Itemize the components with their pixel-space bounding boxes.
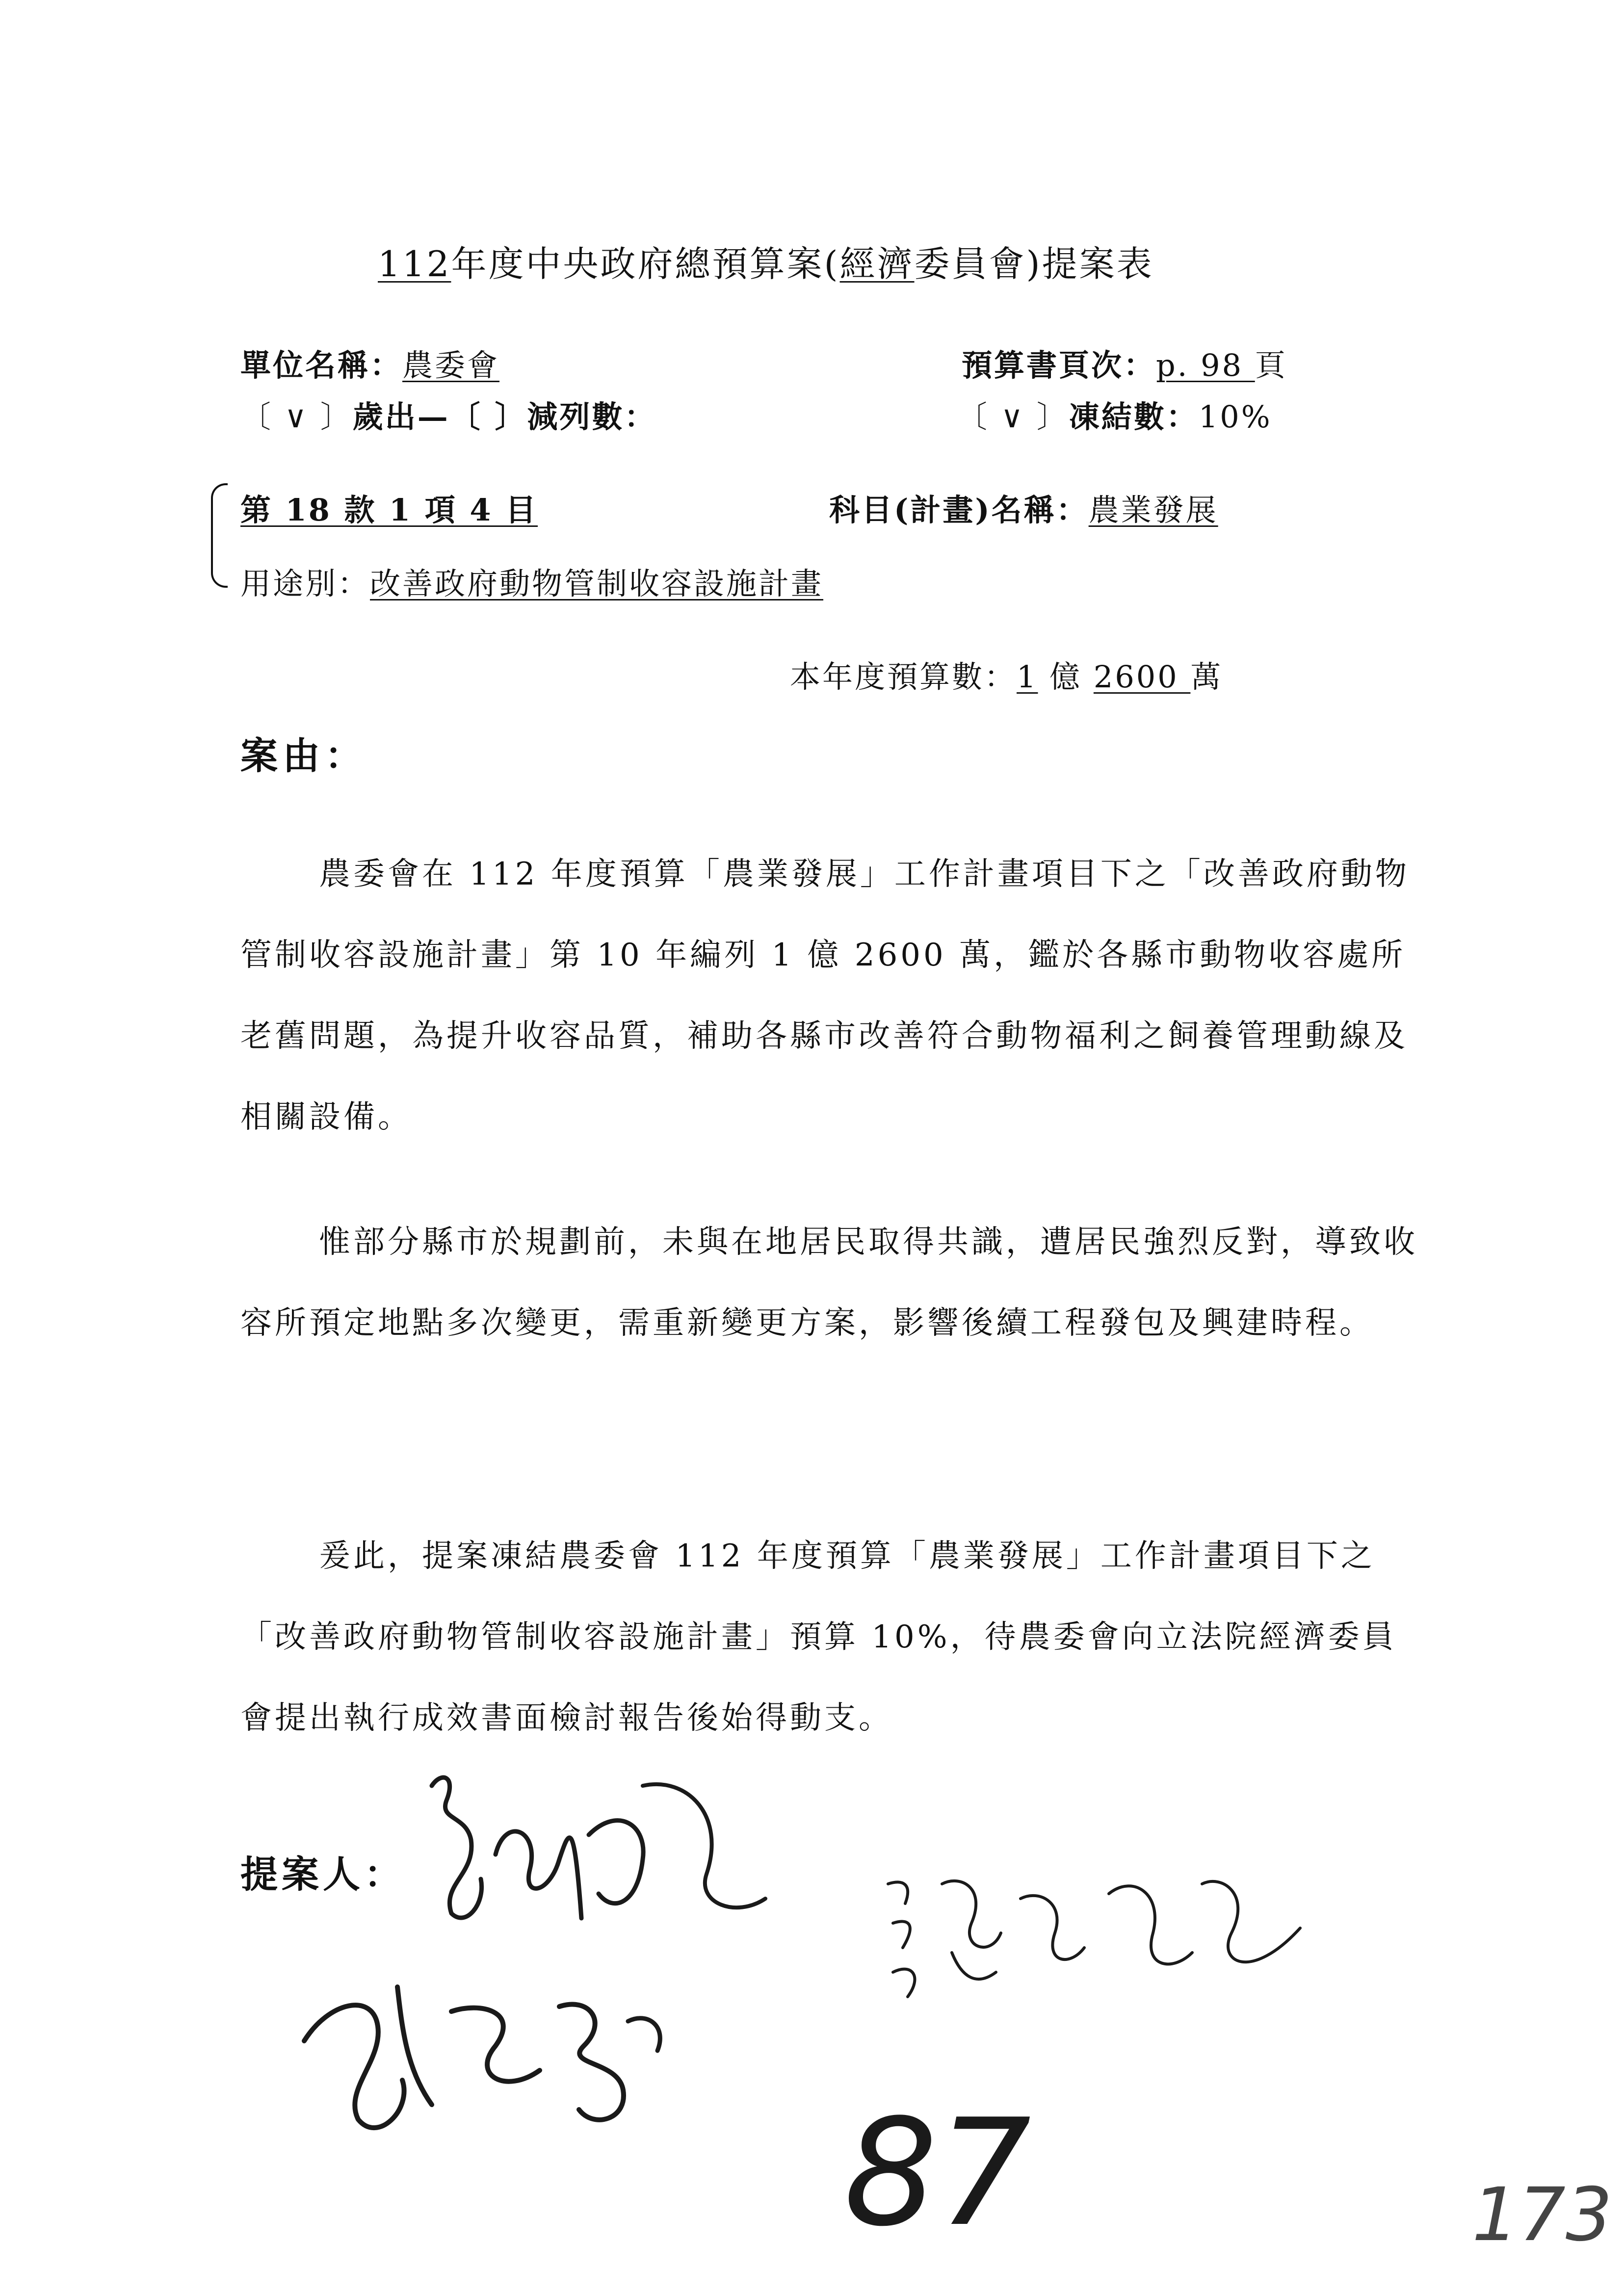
unit-name-value: 農委會: [402, 347, 500, 383]
title-committee: 經濟: [839, 243, 915, 285]
subject-label: 科目(計畫)名稱：: [829, 492, 1089, 528]
expense-checkbox: 〔 ∨ 〕: [240, 399, 353, 435]
budget-page-row: [962, 341, 1287, 385]
budget-yi-unit: 億: [1038, 659, 1094, 695]
freeze-label: 凍結數：: [1069, 399, 1199, 435]
title-end: 委員會)提案表: [914, 243, 1154, 285]
budget-yi: 1: [1017, 659, 1038, 695]
item-code: 第 18 款 1 項 4 目: [240, 492, 538, 528]
reason-paragraph-2: 惟部分縣市於規劃前，未與在地居民取得共識，遭居民強烈反對，導致收容所預定地點多次變更，需重新變更方案，影響後續工程發包及興建時程。: [240, 1224, 1418, 1341]
title-middle: 年度中央政府總預算案(: [451, 243, 840, 285]
budget-amount-row: [790, 652, 1223, 696]
usage-value: 改善政府動物管制收容設施計畫: [370, 566, 824, 601]
title-year: 112: [378, 243, 451, 285]
budget-amount-label: 本年度預算數：: [790, 659, 1017, 695]
signature-3: [878, 1854, 1320, 2011]
reason-paragraph-3: 爰此，提案凍結農委會 112 年度預算「農業發展」工作計畫項目下之「改善政府動物管制收容設施計畫」預算 10%，待農委會向立法院經濟委員會提出執行成效書面檢討報告後始得動支。: [240, 1538, 1397, 1736]
handwritten-stamp-number: 173: [1472, 2172, 1613, 2258]
signature-1: [412, 1756, 795, 1962]
unit-name-label: 單位名稱：: [240, 347, 403, 383]
subject-row: [829, 486, 1218, 529]
signature-2: [285, 1943, 726, 2149]
usage-label: 用途別：: [240, 566, 370, 601]
budget-wan-unit: 萬: [1190, 659, 1223, 695]
freeze-row: [957, 392, 1272, 436]
freeze-value: 10%: [1198, 399, 1272, 435]
budget-page-value: p. 98: [1156, 347, 1255, 383]
freeze-checkbox: 〔 ∨ 〕: [957, 399, 1069, 435]
document-title: [378, 235, 1154, 287]
handwritten-page-number: 87: [844, 2087, 1031, 2259]
item-bracket: [211, 483, 228, 588]
expense-text: 歲出—〔 〕減列數：: [352, 399, 657, 435]
item-code-row: [240, 486, 538, 529]
budget-page-label: 預算書頁次：: [962, 347, 1156, 383]
budget-wan: 2600: [1093, 659, 1191, 695]
reason-paragraph-1: 農委會在 112 年度預算「農業發展」工作計畫項目下之「改善政府動物管制收容設施計畫」第 10 年編列 1 億 2600 萬，鑑於各縣市動物收容處所老舊問題，為提升收容品質，補助各縣市改善符合動物福利之飼養管理動線及相關設備。: [240, 856, 1410, 1135]
usage-row: [240, 559, 823, 603]
proposer-label: 提案人：: [240, 1852, 405, 1896]
subject-value: 農業發展: [1088, 492, 1218, 528]
unit-name-row: [240, 341, 499, 385]
budget-page-suffix: 頁: [1255, 347, 1287, 383]
reason-heading: 案由：: [240, 734, 367, 778]
expense-row: [240, 392, 656, 436]
